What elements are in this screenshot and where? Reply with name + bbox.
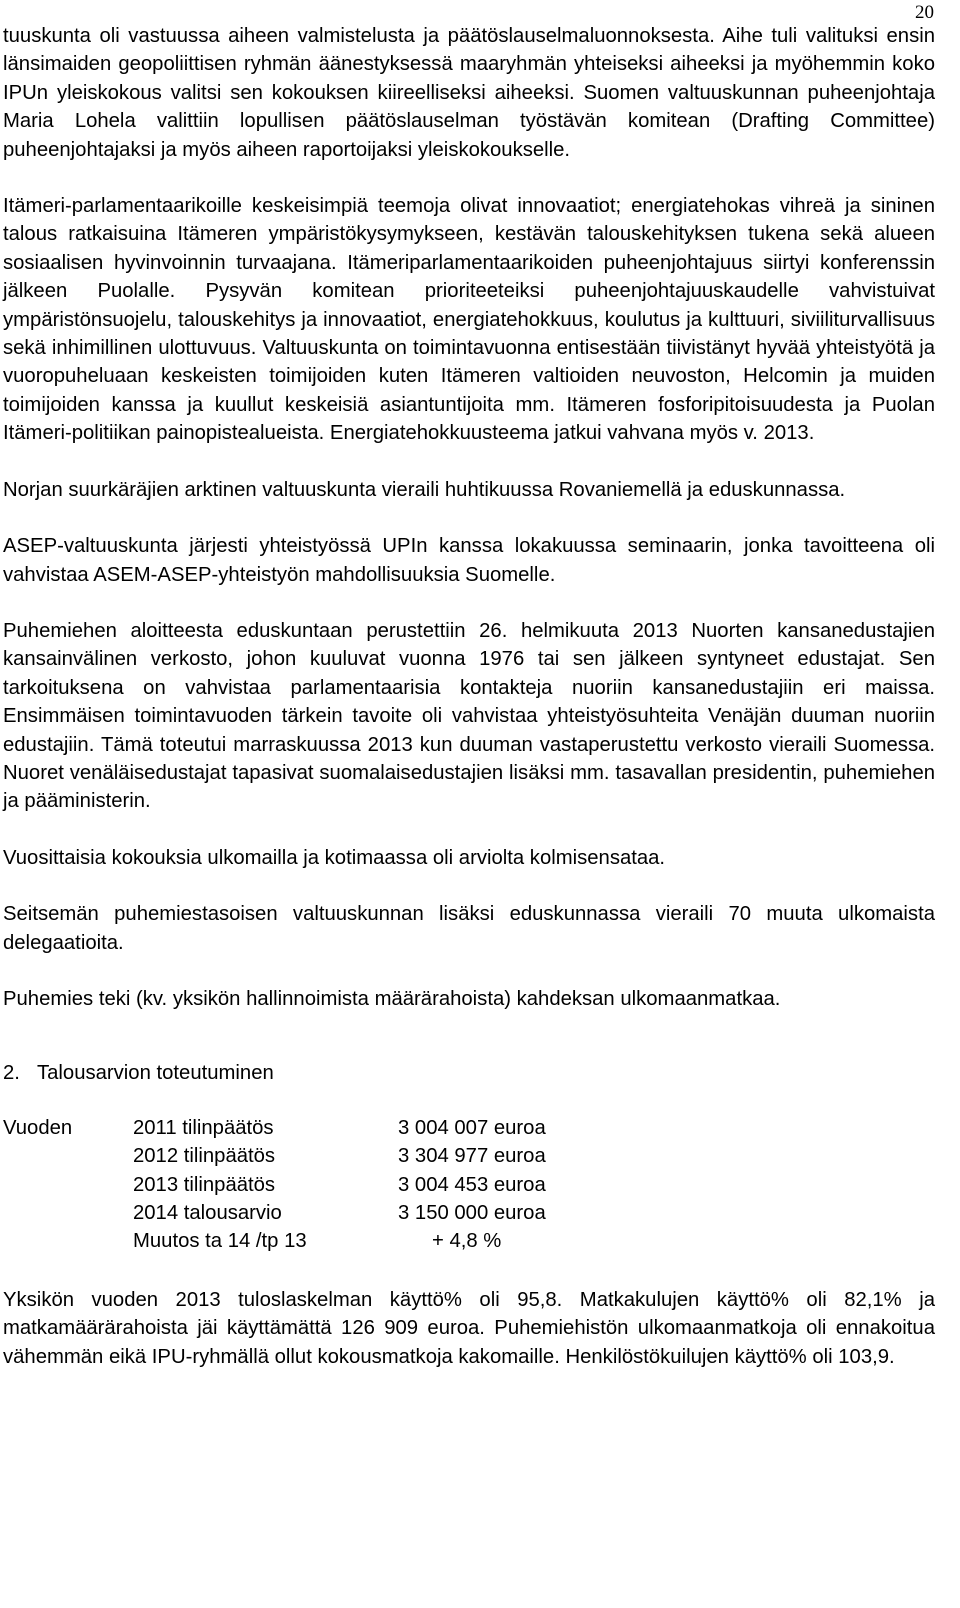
budget-item: 2013 tilinpäätös bbox=[133, 1173, 276, 1196]
paragraph-ipu-resolution: tuuskunta oli vastuussa aiheen valmistelusta ja päätöslauselmaluonnoksesta. Aihe tuli valituksi ensin länsimaiden geopoliittisen ryhmän äänestyksessä maaryhmän yhteiseksi aiheeksi ja myöhemmin koko IPUn yleiskokous valitsi sen kokouksen kiireelliseksi aiheeksi. Suomen valtuuskunnan puheenjohtaja Maria Lohela valittiin lopullisen päätöslauselman työstävän komitean (Drafting Committee) puheenjohtajaksi ja myös aiheen raportoijaksi yleiskokoukselle. bbox=[3, 25, 935, 161]
section-number: 2. bbox=[3, 1062, 20, 1085]
budget-row bbox=[3, 1142, 935, 1170]
budget-item: Muutos ta 14 /tp 13 bbox=[133, 1230, 307, 1253]
paragraph-asep: ASEP-valtuuskunta järjesti yhteistyössä UPIn kanssa lokakuussa seminaarin, jonka tavoitteena oli vahvistaa ASEM-ASEP-yhteistyön mahdollisuuksia Suomelle. bbox=[3, 535, 935, 586]
paragraph-speaker-trips: Puhemies teki (kv. yksikön hallinnoimista määrärahoista) kahdeksan ulkomaanmatkaa. bbox=[3, 987, 781, 1010]
budget-amount: 3 004 007 euroa bbox=[398, 1116, 546, 1139]
budget-amount: 3 150 000 euroa bbox=[398, 1202, 546, 1224]
paragraph-annual-meetings: Vuosittaisia kokouksia ulkomailla ja kotimaassa oli arviolta kolmisensataa. bbox=[3, 846, 666, 869]
budget-item: 2014 talousarvio bbox=[133, 1202, 282, 1224]
section-heading bbox=[3, 1059, 935, 1087]
budget-item: 2012 tilinpäätös bbox=[133, 1145, 276, 1168]
budget-row bbox=[3, 1171, 935, 1199]
paragraph-delegations: Seitsemän puhemiestasoisen valtuuskunnan lisäksi eduskunnassa vieraili 70 muuta ulkomaista delegaatioita. bbox=[3, 903, 935, 954]
budget-item: 2011 tilinpäätös bbox=[133, 1116, 274, 1139]
paragraph-baltic-sea: Itämeri-parlamentaarikoille keskeisimpiä teemoja olivat innovaatiot; energiatehokas vihreä ja sininen talous ratkaisuina Itämeren ympäristökysymykseen, kestävän talouskehityksen tukena sekä alueen sosiaalisen hyvinvoinnin turvaajana. Itämeriparlamentaarikoiden puheenjohtajuus siirtyi konferenssin jälkeen Puolalle. Pysyvän komitean prioriteeteiksi puheenjohtajuuskaudelle vahvistuivat ympäristönsuojelu, talouskehitys ja innovaatiot, energiatehokkuus, koulutus ja kulttuuri, siviiliturvallisuus sekä inhimillinen ulottuvuus. Valtuuskunta on toimintavuonna entisestään tiivistänyt hyvää yhteistyötä ja vuoropuheluaan keskeisten toimijoiden kuten Itämeren valtioiden neuvoston, Helcomin ja muiden toimijoiden kanssa ja kuullut keskeisiä asiantuntijoita mm. Itämeren fosforipitoisuudesta ja Puolan Itämeri-politiikan painopistealueista. Energiatehokkuusteema jatkui vahvana myös v. 2013. bbox=[3, 195, 935, 445]
budget-label: Vuoden bbox=[3, 1116, 73, 1139]
budget-row bbox=[3, 1114, 935, 1142]
paragraph-norway-arctic: Norjan suurkäräjien arktinen valtuuskunta vieraili huhtikuussa Rovaniemellä ja eduskunnassa. bbox=[3, 478, 846, 501]
page-number: 20 bbox=[915, 2, 934, 23]
budget-amount: 3 004 453 euroa bbox=[398, 1173, 546, 1196]
section-title: Talousarvion toteutuminen bbox=[37, 1062, 274, 1085]
paragraph-young-mps-network: Puhemiehen aloitteesta eduskuntaan perustettiin 26. helmikuuta 2013 Nuorten kansanedustajien kansainvälinen verkosto, johon kuuluvat vuonna 1976 tai sen jälkeen syntyneet edustajat. Sen tarkoituksena on vahvistaa parlamentaarisia kontakteja nuoriin kansanedustajiin eri maissa. Ensimmäisen toimintavuoden tärkein tavoite oli vahvistaa yhteistyösuhteita Venäjän duuman nuoriin edustajiin. Tämä toteutui marraskuussa 2013 kun duuman vastaperustettu verkosto vieraili Suomessa. Nuoret venäläisedustajat tapasivat suomalaisedustajien lisäksi mm. tasavallan presidentin, puhemiehen ja pääministerin. bbox=[3, 619, 935, 813]
budget-amount: 3 304 977 euroa bbox=[398, 1145, 546, 1168]
budget-row bbox=[3, 1199, 935, 1227]
budget-change: + 4,8 % bbox=[432, 1230, 502, 1253]
budget-row bbox=[3, 1227, 935, 1255]
document-body bbox=[3, 22, 935, 1371]
budget-table bbox=[3, 1114, 935, 1256]
paragraph-budget-usage: Yksikön vuoden 2013 tuloslaskelman käyttö% oli 95,8. Matkakulujen käyttö% oli 82,1% ja matkamäärärahoista jäi käyttämättä 126 909 euroa. Puhemiehistön ulkomaanmatkoja oli ennakoitua vähemmän eikä IPU-ryhmällä ollut kokousmatkoja kakomaille. Henkilöstökuilujen käyttö% oli 103,9. bbox=[3, 1288, 935, 1368]
